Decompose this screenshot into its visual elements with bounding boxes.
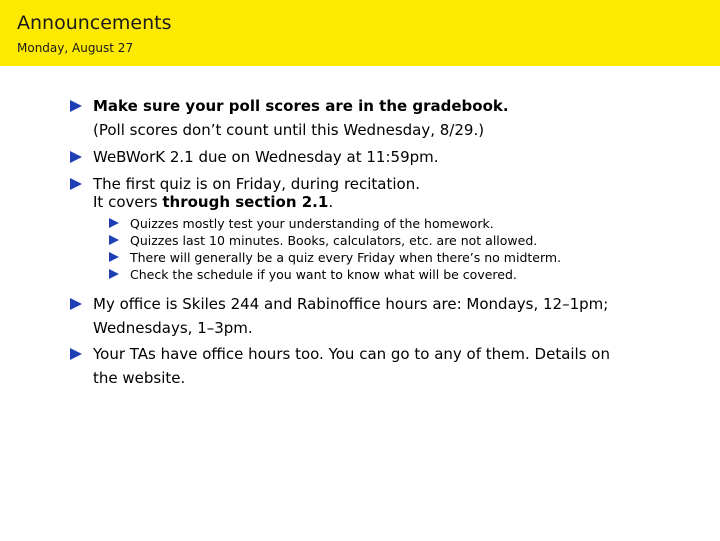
item-text: (Poll scores don’t count until this Wednesday, 8/29.)	[93, 121, 485, 139]
bullet-icon	[70, 298, 82, 310]
sub-list-item: There will generally be a quiz every Friday when there’s no midterm.	[130, 250, 562, 265]
page-subtitle: Monday, August 27	[17, 41, 134, 55]
sub-bullet-icon	[109, 252, 119, 262]
sub-bullet-icon	[109, 235, 119, 245]
item-text: .	[328, 193, 334, 211]
sub-list-item: Check the schedule if you want to know what will be covered.	[130, 267, 517, 282]
bullet-icon	[70, 178, 82, 190]
bullet-icon	[70, 151, 82, 163]
sub-bullet-icon	[109, 269, 119, 279]
list-item-continuation	[93, 190, 333, 214]
item-text-bold: through section 2.1	[162, 193, 329, 211]
item-text: My office is Skiles 244 and Rabinoffice hours are: Mondays, 12–1pm;	[93, 295, 609, 313]
bullet-icon	[70, 100, 82, 112]
item-text: Your TAs have office hours too. You can go to any of them. Details on	[93, 345, 610, 363]
header-bar	[0, 0, 720, 66]
page-title: Announcements	[17, 12, 172, 34]
list-item	[93, 342, 610, 366]
item-text: The first quiz is on Friday, during recitation.	[93, 175, 420, 193]
list-item	[93, 292, 608, 316]
item-text-bold: Make sure your poll scores are in the gradebook.	[93, 97, 509, 115]
item-text: WeBWorK 2.1 due on Wednesday at 11:59pm.	[93, 148, 439, 166]
sub-list-item: Quizzes last 10 minutes. Books, calculators, etc. are not allowed.	[130, 233, 538, 248]
list-item-continuation	[93, 316, 253, 340]
bullet-icon	[70, 348, 82, 360]
list-item	[93, 145, 439, 169]
list-item-continuation	[93, 366, 185, 390]
sub-list-item: Quizzes mostly test your understanding of the homework.	[130, 216, 494, 231]
list-item-continuation	[93, 118, 484, 142]
item-text: the website.	[93, 369, 186, 387]
list-item	[93, 94, 509, 118]
sub-bullet-icon	[109, 218, 119, 228]
item-text: Wednesdays, 1–3pm.	[93, 319, 253, 337]
item-text: It covers	[93, 193, 163, 211]
